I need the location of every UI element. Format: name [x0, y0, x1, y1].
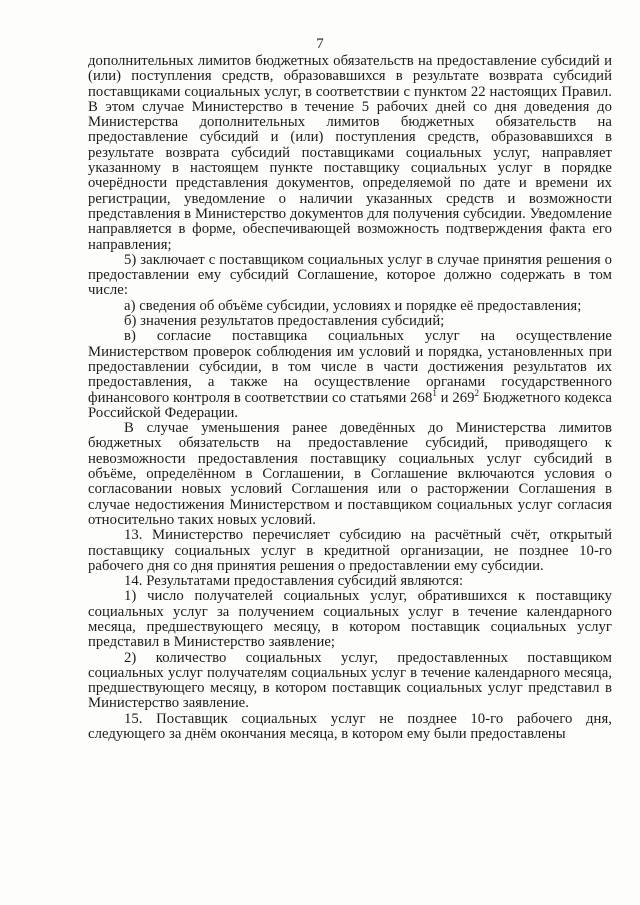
- paragraph-14: 14. Результатами предоставления субсидий являются:: [124, 573, 464, 590]
- footnote-sup-2: 2: [474, 387, 480, 398]
- paragraph-item-a: а) сведения об объёме субсидии, условиях и порядке её предоставления;: [124, 297, 582, 314]
- paragraph-14-1: 1) число получателей социальных услуг, обратившихся к поставщику социальных услуг за получением социальных услуг в течение календарного месяца, предшествующего месяцу, в котором поставщик социальных услуг представил в Министерство заявление;: [88, 588, 612, 651]
- paragraph-reduction: В случае уменьшения ранее доведённых до Министерства лимитов бюджетных обязательств на предоставление субсидий, приводящего к невозможности предоставления поставщику социальных услуг субсидий в объёме, определённом в Соглашении, в Соглашение включаются условия о согласовании новых условий Соглашения или о расторжении Соглашения в случае недостижения Министерством и поставщиком социальных услуг согласия относительно таких новых условий.: [88, 420, 612, 528]
- footnote-sup-1: 1: [432, 387, 437, 398]
- page-number: 7: [316, 36, 324, 52]
- paragraph-14-2: 2) количество социальных услуг, предоставленных поставщиком социальных услуг получателям социальных услуг в течение календарного месяца, предшествующего месяцу, в котором поставщик социальных услуг представил в Министерство заявление.: [88, 649, 612, 712]
- paragraph-item-b: б) значения результатов предоставления субсидий;: [124, 313, 445, 330]
- paragraph-13: 13. Министерство перечисляет субсидию на расчётный счёт, открытый поставщику социальных услуг в кредитной организации, не позднее 10-го рабочего дня со дня принятия решения о предоставлении ему субсидии.: [88, 527, 612, 574]
- document-body: [88, 54, 612, 742]
- paragraph-item-5: 5) заключает с поставщиком социальных услуг в случае принятия решения о предоставлении ему субсидий Соглашение, которое должно содержать в том числе:: [88, 251, 612, 299]
- paragraph-item-v-text: в) согласие поставщика социальных услуг на осуществление Министерством проверок соблюдения им условий и порядка, установленных при предоставлении субсидии, в том числе в части достижения результатов их предоставления, а также на осуществление органами государственного финансового контроля в соответствии со статьями 268: [88, 328, 612, 406]
- paragraph-15: 15. Поставщик социальных услуг не позднее 10-го рабочего дня, следующего за днём окончания месяца, в котором ему были предоставлены: [88, 710, 612, 743]
- paragraph-item-v: [88, 329, 612, 421]
- paragraph-continuation: дополнительных лимитов бюджетных обязательств на предоставление субсидий и (или) поступления средств, образовавшихся в результате возврата субсидий поставщиками социальных услуг, в соответствии с пунктом 22 настоящих Правил. В этом случае Министерство в течение 5 рабочих дней со дня доведения до Министерства дополнительных лимитов бюджетных обязательств на предоставление субсидий и (или) поступления средств, образовавшихся в результате возврата субсидий поставщиками социальных услуг, направляет указанному в настоящем пункте поставщику социальных услуг в порядке очерёдности представления документов, определяемой по дате и времени их регистрации, уведомление о наличии указанных средств и возможности представления в Министерство документов для получения субсидии. Уведомление направляется в форме, обеспечивающей возможность подтверждения факта его направления;: [88, 53, 612, 253]
- paragraph-item-v-end: Бюджетного кодекса Российской Федерации.: [88, 389, 612, 421]
- paragraph-item-v-mid: и 269: [436, 389, 475, 406]
